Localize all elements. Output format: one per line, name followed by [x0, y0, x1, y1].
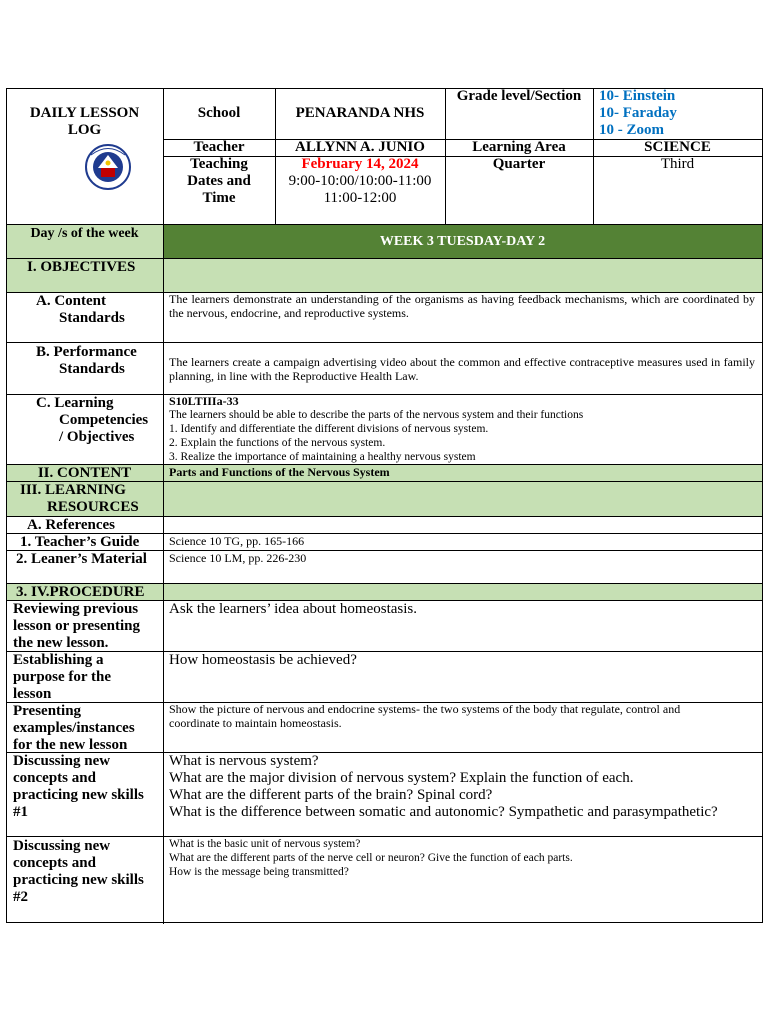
school-value: PENARANDA NHS: [295, 105, 425, 121]
competency-line: 2. Explain the functions of the nervous system.: [169, 437, 386, 449]
content-standards-text: The learners demonstrate an understanding of the organisms as having feedback mechanisms, which are coordinated by the nervous, endocrine, and reproductive systems.: [169, 292, 755, 320]
procedure-row-label: Establishing a purpose for the lesson: [13, 652, 112, 702]
procedure-row-label: Presenting examples/instances for the new lesson: [13, 703, 135, 753]
procedure-row-label: Discussing new concepts and practicing new skills #1: [13, 753, 144, 820]
procedure-row-content: Ask the learners’ idea about homeostasis.: [169, 601, 417, 617]
time-value: 11:00-12:00: [323, 190, 397, 206]
performance-standards-label: B. Performance Standards: [36, 344, 137, 377]
doc-title: DAILY LESSON LOG: [29, 105, 140, 138]
procedure-row-label: Discussing new concepts and practicing new skills #2: [13, 838, 144, 905]
section-list: [599, 88, 759, 139]
time-value: 9:00-10:00/10:00-11:00: [288, 173, 432, 189]
learners-material-label: 2. Leaner’s Material: [16, 551, 147, 567]
learners-material-value: Science 10 LM, pp. 226-230: [169, 551, 307, 565]
section-item: 10 - Zoom: [599, 122, 664, 138]
grade-section-label: Grade level/Section: [456, 88, 582, 104]
school-label: School: [197, 105, 241, 121]
content-standards-label: A. Content Standards: [36, 293, 125, 326]
learning-area-label: Learning Area: [472, 139, 566, 155]
competency-line: 1. Identify and differentiate the different divisions of nervous system.: [169, 423, 489, 435]
week-value: WEEK 3 TUESDAY-DAY 2: [379, 234, 546, 249]
learning-resources-heading: III. LEARNING RESOURCES: [20, 482, 139, 515]
teachers-guide-value: Science 10 TG, pp. 165-166: [169, 534, 305, 548]
learning-area-value: SCIENCE: [644, 139, 711, 155]
content-heading: II. CONTENT: [37, 465, 132, 481]
performance-standards-text: The learners create a campaign advertising video about the common and effective contraceptive measures used in family planning, in line with the Reproductive Health Law.: [169, 355, 755, 383]
section-item: 10- Faraday: [599, 105, 677, 121]
procedure-row-content: What is nervous system? What are the major division of nervous system? Explain the function of each. What are the different parts of the brain? Spinal cord? What is the difference between somatic and autonomic? Sympathetic and parasympathetic?: [169, 753, 718, 820]
procedure-heading: 3. IV.PROCEDURE: [16, 584, 145, 600]
teachers-guide-label: 1. Teacher’s Guide: [20, 534, 140, 550]
quarter-value: Third: [660, 156, 695, 172]
quarter-label: Quarter: [492, 156, 546, 172]
teacher-value: ALLYNN A. JUNIO: [295, 139, 425, 155]
procedure-row-content: Show the picture of nervous and endocrine systems- the two systems of the body that regulate, control and coordinate to maintain homeostasis.: [169, 702, 681, 730]
teacher-label: Teacher: [193, 139, 245, 155]
competencies-label: C. Learning Competencies / Objectives: [36, 395, 149, 445]
references-label: A. References: [27, 517, 116, 533]
teaching-dates-label: Teaching Dates and Time: [187, 156, 251, 206]
content-value: Parts and Functions of the Nervous System: [169, 465, 390, 479]
date-value: February 14, 2024: [301, 156, 419, 172]
competency-line: 3. Realize the importance of maintaining a healthy nervous system: [169, 451, 476, 463]
objectives-heading: I. OBJECTIVES: [27, 259, 136, 275]
teaching-dates-value: [275, 156, 445, 207]
competency-code: S10LTIIIa-33: [169, 394, 239, 408]
section-item: 10- Einstein: [599, 88, 676, 104]
deped-seal-logo: [77, 144, 139, 190]
procedure-row-content: What is the basic unit of nervous system? What are the different parts of the nerve cell or neuron? Give the function of each parts. How is the message being transmitted?: [169, 838, 573, 878]
procedure-row-label: Reviewing previous lesson or presenting the new lesson.: [13, 601, 140, 651]
week-label: Day /s of the week: [30, 226, 139, 241]
competency-line: The learners should be able to describe the parts of the nervous system and their functions: [169, 409, 584, 421]
procedure-row-content: How homeostasis be achieved?: [169, 652, 357, 668]
competencies-text: [169, 394, 759, 464]
